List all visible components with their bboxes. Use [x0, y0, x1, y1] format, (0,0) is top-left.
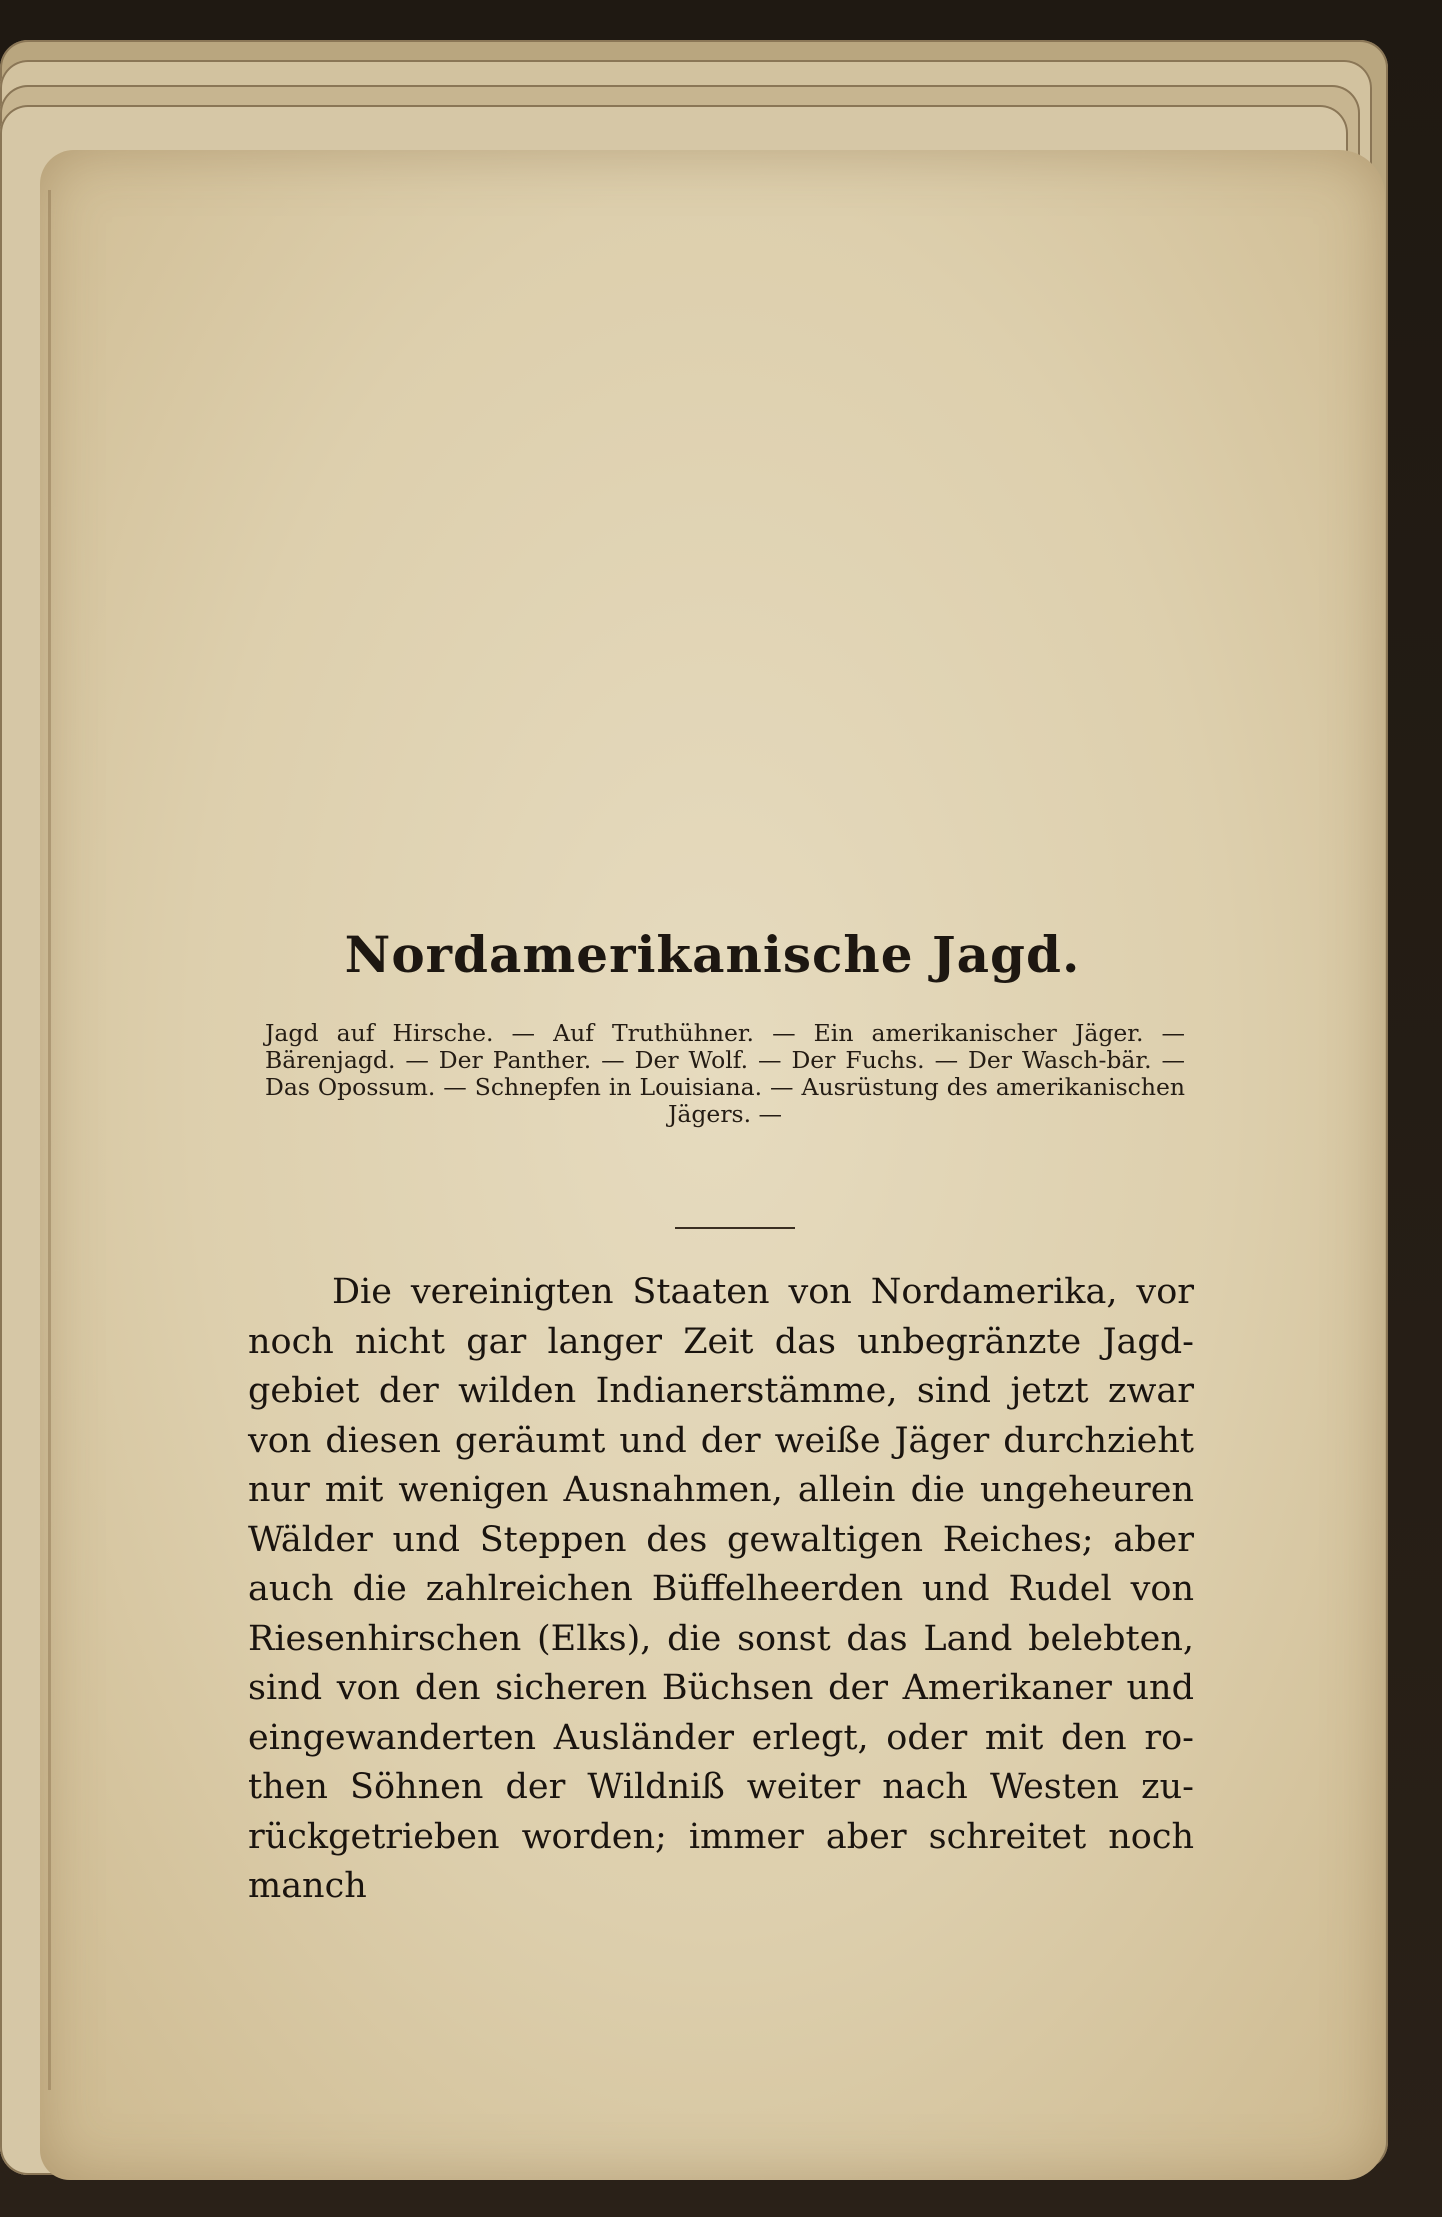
chapter-title: Nordamerikanische Jagd.	[344, 925, 1081, 984]
book-page	[40, 150, 1385, 2180]
separator-rule	[675, 1227, 795, 1229]
gutter-shadow	[48, 190, 51, 2090]
chapter-summary: Jagd auf Hirsche. — Auf Truthühner. — Ein amerikanischer Jäger. — Bärenjagd. — Der Panther. — Der Wolf. — Der Fuchs. — Der Wasch-bär. — Das Opossum. — Schnepfen in Louisiana. — Ausrüstung des amerikanischen Jägers. —	[265, 1019, 1185, 1128]
body-paragraph: Die vereinigten Staaten von Nordamerika, vor noch nicht gar langer Zeit das unbegränzte Jagd-gebiet der wilden Indianerstämme, sind jetzt zwar von diesen geräumt und der weiße Jäger durchzieht nur mit wenigen Ausnahmen, allein die ungeheuren Wälder und Steppen des gewaltigen Reiches; aber auch die zahlreichen Büffelheerden und Rudel von Riesenhirschen (Elks), die sonst das Land belebten, sind von den sicheren Büchsen der Amerikaner und eingewanderten Ausländer erlegt, oder mit den ro-then Söhnen der Wildniß weiter nach Westen zu-rückgetrieben worden; immer aber schreitet noch manch	[248, 1272, 1194, 1906]
